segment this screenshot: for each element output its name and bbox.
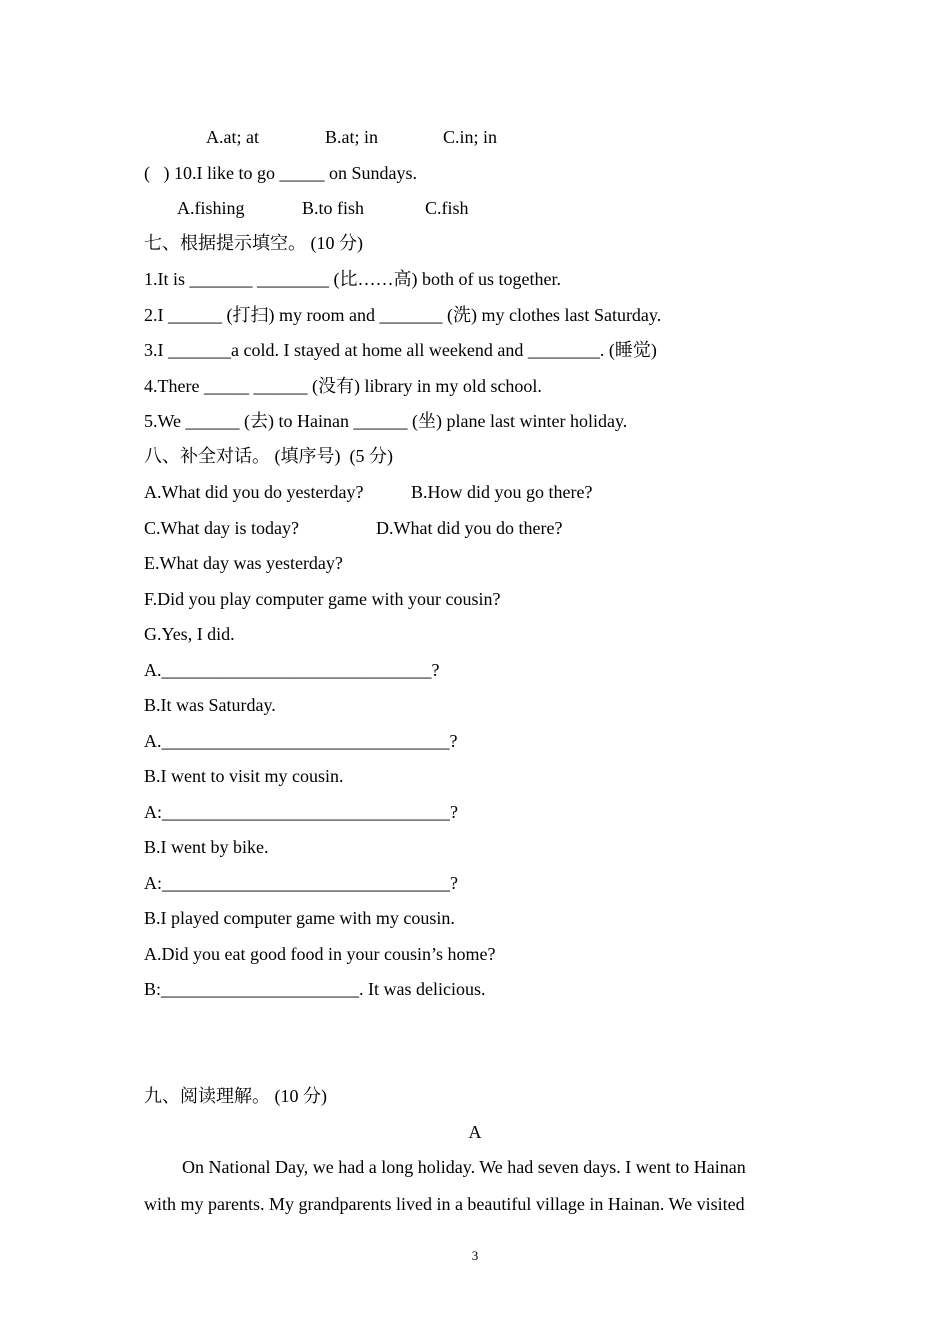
dialogue-line-10: B:______________________. It was delicious. xyxy=(144,979,486,999)
section7-item-5: 5.We ______ (去) to Hainan ______ (坐) plane last winter holiday. xyxy=(144,411,628,431)
section8-option-b: B.How did you go there? xyxy=(411,482,593,502)
section8-title: 八、补全对话。 (填序号) (5 分) xyxy=(144,446,393,466)
section8-option-c: C.What day is today? xyxy=(144,518,299,538)
q9-option-c: C.in; in xyxy=(443,127,498,147)
section8-option-f: F.Did you play computer game with your cousin? xyxy=(144,589,501,609)
dialogue-line-6: B.I went by bike. xyxy=(144,837,269,857)
section8-option-g: G.Yes, I did. xyxy=(144,624,235,644)
q10-option-c: C.fish xyxy=(425,198,469,218)
section7-item-1: 1.It is _______ ________ (比……高) both of us together. xyxy=(144,269,561,289)
section9-title: 九、阅读理解。 (10 分) xyxy=(144,1086,327,1106)
section8-option-a: A.What did you do yesterday? xyxy=(144,482,364,502)
q9-option-a: A.at; at xyxy=(206,127,259,147)
q10-option-a: A.fishing xyxy=(177,198,245,218)
q10-stem: ( ) 10.I like to go _____ on Sundays. xyxy=(144,163,417,183)
q9-option-b: B.at; in xyxy=(325,127,378,147)
dialogue-line-8: B.I played computer game with my cousin. xyxy=(144,908,455,928)
dialogue-line-3: A.________________________________? xyxy=(144,731,458,751)
page-number: 3 xyxy=(471,1248,479,1263)
dialogue-line-7: A:________________________________? xyxy=(144,873,458,893)
dialogue-line-9: A.Did you eat good food in your cousin’s home? xyxy=(144,944,496,964)
section7-title: 七、根据提示填空。 (10 分) xyxy=(144,233,363,253)
dialogue-line-2: B.It was Saturday. xyxy=(144,695,276,715)
dialogue-line-5: A:________________________________? xyxy=(144,802,458,822)
section8-option-d: D.What did you do there? xyxy=(376,518,563,538)
dialogue-line-4: B.I went to visit my cousin. xyxy=(144,766,344,786)
section7-item-4: 4.There _____ ______ (没有) library in my old school. xyxy=(144,376,542,396)
section7-item-3: 3.I _______a cold. I stayed at home all weekend and ________. (睡觉) xyxy=(144,340,657,360)
q10-option-b: B.to fish xyxy=(302,198,365,218)
passage-line-2: with my parents. My grandparents lived in a beautiful village in Hainan. We visited xyxy=(144,1194,745,1214)
dialogue-line-1: A.______________________________? xyxy=(144,660,440,680)
section8-option-e: E.What day was yesterday? xyxy=(144,553,343,573)
section7-item-2: 2.I ______ (打扫) my room and _______ (洗) my clothes last Saturday. xyxy=(144,305,662,325)
passage-line-1: On National Day, we had a long holiday. We had seven days. I went to Hainan xyxy=(182,1157,746,1177)
passage-label: A xyxy=(468,1122,482,1142)
